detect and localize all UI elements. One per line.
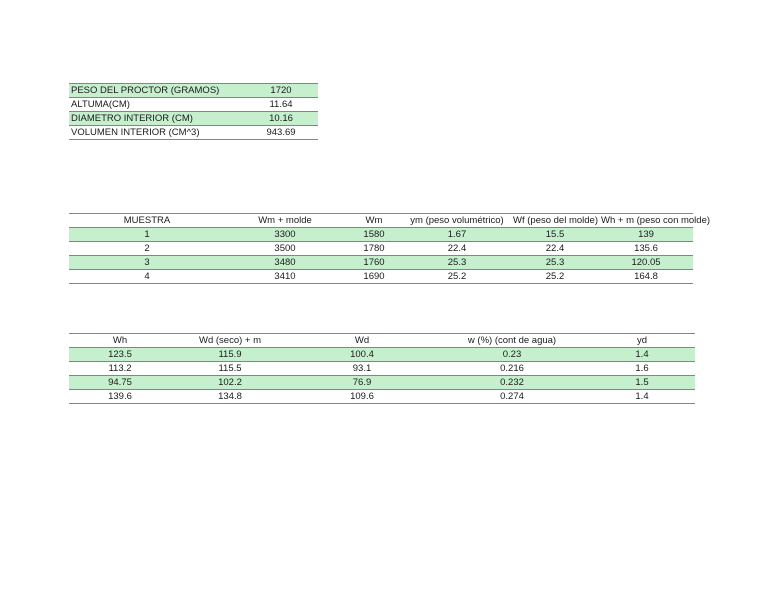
table-cell: 22.4: [545, 243, 565, 254]
table-header-row: [69, 334, 695, 348]
table-cell: 0.232: [435, 376, 589, 390]
table-cell: 134.8: [218, 391, 242, 402]
table-cell: 0.216: [500, 363, 524, 374]
table-cell: 1690: [363, 271, 385, 282]
table-cell: 25.2: [447, 271, 467, 282]
table-cell: 123.5: [69, 348, 171, 362]
table-row: [69, 376, 695, 390]
table-row: [69, 84, 318, 98]
property-value: 1720: [244, 84, 318, 98]
table-cell: 113.2: [108, 363, 132, 374]
column-header: ym (peso volumétrico): [403, 214, 511, 228]
table-cell: 1: [69, 228, 225, 242]
table-cell: 3300: [225, 228, 345, 242]
column-header: Wd: [289, 334, 435, 348]
property-label: ALTUMA(CM): [69, 98, 244, 112]
table-cell: 1760: [345, 256, 403, 270]
property-label: VOLUMEN INTERIOR (CM^3): [69, 126, 244, 140]
column-header: w (%) (cont de agua): [435, 334, 589, 348]
column-header: Wh + m (peso con molde): [601, 215, 711, 226]
table-cell: 1780: [363, 243, 385, 254]
table-cell: 3480: [225, 256, 345, 270]
table-cell: 3410: [274, 271, 296, 282]
table-row: [69, 390, 695, 404]
table-cell: 109.6: [350, 391, 374, 402]
table-cell: 139: [599, 228, 693, 242]
table-cell: 3: [69, 256, 225, 270]
moisture-table: [69, 333, 695, 404]
table-cell: 1580: [345, 228, 403, 242]
table-cell: 94.75: [69, 376, 171, 390]
property-value: 10.16: [244, 112, 318, 126]
table-row: [69, 270, 693, 284]
table-cell: 115.9: [171, 348, 289, 362]
table-row: [69, 256, 693, 270]
column-header: Wd (seco) + m: [171, 334, 289, 348]
table-cell: 4: [144, 271, 150, 282]
table-cell: 22.4: [447, 243, 467, 254]
column-header: yd: [589, 334, 695, 348]
column-header: Wh: [69, 334, 171, 348]
column-header: Wm: [345, 214, 403, 228]
table-cell: 135.6: [634, 243, 658, 254]
table-cell: 76.9: [289, 376, 435, 390]
property-label: DIAMETRO INTERIOR (CM): [69, 112, 244, 126]
property-value: 943.69: [244, 126, 318, 140]
table-cell: 1.6: [635, 363, 649, 374]
table-row: [69, 242, 693, 256]
table-cell: 25.3: [403, 256, 511, 270]
table-cell: 1.4: [635, 391, 649, 402]
table-row: [69, 362, 695, 376]
table-cell: 93.1: [352, 363, 372, 374]
table-cell: 102.2: [171, 376, 289, 390]
property-label: PESO DEL PROCTOR (GRAMOS): [69, 84, 244, 98]
table-cell: 2: [144, 243, 150, 254]
table-row: [69, 348, 695, 362]
column-header: MUESTRA: [69, 214, 225, 228]
table-cell: 120.05: [599, 256, 693, 270]
table-cell: 25.3: [511, 256, 599, 270]
table-row: [69, 126, 318, 140]
column-header: Wf (peso del molde): [513, 215, 599, 226]
table-cell: 1.4: [589, 348, 695, 362]
table-cell: 25.2: [545, 271, 565, 282]
column-header: Wm + molde: [225, 214, 345, 228]
table-cell: 100.4: [289, 348, 435, 362]
table-row: [69, 228, 693, 242]
table-row: [69, 112, 318, 126]
table-cell: 0.274: [500, 391, 524, 402]
table-cell: 3500: [274, 243, 296, 254]
table-header-row: [69, 214, 693, 228]
samples-table: [69, 213, 711, 284]
table-cell: 1.5: [589, 376, 695, 390]
table-cell: 1.67: [403, 228, 511, 242]
table-row: [69, 98, 318, 112]
table-cell: 15.5: [511, 228, 599, 242]
proctor-properties-table: [69, 83, 318, 140]
property-value: 11.64: [244, 98, 318, 112]
table-cell: 115.5: [218, 363, 242, 374]
table-cell: 0.23: [435, 348, 589, 362]
table-cell: 139.6: [108, 391, 132, 402]
table-cell: 164.8: [634, 271, 658, 282]
